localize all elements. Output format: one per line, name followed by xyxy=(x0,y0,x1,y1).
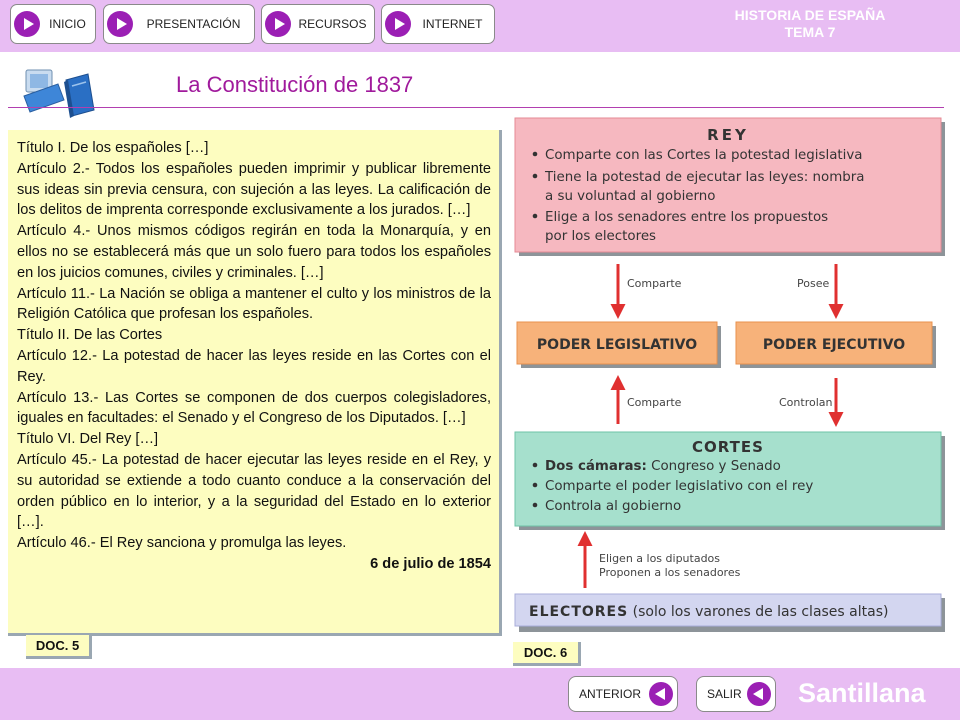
arrow-label-proponen: Proponen a los senadores xyxy=(599,566,741,579)
course-subject: HISTORIA DE ESPAÑA xyxy=(734,7,886,23)
nav-inicio-label: INICIO xyxy=(49,17,86,31)
text-paragraph: Artículo 11.- La Nación se obliga a mantener el culto y los ministros de la Religión Católica que profesan los españoles. xyxy=(17,285,491,323)
text-paragraph: Artículo 46.- El Rey sanciona y promulga las leyes. xyxy=(17,535,347,552)
cortes-item-text: Congreso y Senado xyxy=(646,459,781,474)
nav-presentacion-button[interactable] xyxy=(103,4,255,44)
text-paragraph: Título VI. Del Rey […] xyxy=(17,431,159,448)
rey-item: Tiene la potestad de ejecutar las leyes: nombra xyxy=(545,170,865,185)
poder-ejecutivo-box xyxy=(736,322,936,368)
electores-title: ELECTORES xyxy=(529,604,629,620)
arrow-label-posee: Posee xyxy=(797,277,830,290)
text-paragraph: Artículo 12.- La potestad de hacer las leyes reside en las Cortes con el Rey. xyxy=(17,347,491,385)
text-paragraph: Título I. De los españoles […] xyxy=(17,140,209,156)
bullet-icon xyxy=(533,152,538,157)
publisher-logo: Santillana xyxy=(798,678,926,708)
rey-item: Elige a los senadores entre los propuestos xyxy=(545,210,829,225)
computer-book-icon xyxy=(18,66,100,122)
anterior-label: ANTERIOR xyxy=(579,687,642,701)
doc-5-tag: DOC. 5 xyxy=(26,635,92,659)
text-paragraph: Artículo 4.- Unos mismos códigos regirán en toda la Monarquía, y en ellos no se establecerá más que un solo fuero para todos los españoles en los juicios comunes, civiles y criminales. […] xyxy=(17,223,491,281)
arrow-label-comparte-mid: Comparte xyxy=(627,396,682,409)
play-icon xyxy=(385,11,411,37)
electores-description: (solo los varones de las clases altas) xyxy=(628,604,889,620)
arrow-label-eligen: Eligen a los diputados xyxy=(599,552,721,565)
cortes-item-emphasis: Dos cámaras: xyxy=(545,459,647,474)
nav-recursos-label: RECURSOS xyxy=(298,17,367,31)
bullet-icon xyxy=(533,483,538,488)
play-icon xyxy=(265,11,291,37)
page-title: La Constitución de 1837 xyxy=(176,72,414,97)
cortes-item: Controla al gobierno xyxy=(545,499,682,514)
poder-legislativo-label: PODER LEGISLATIVO xyxy=(536,337,698,353)
electores-label xyxy=(529,604,888,620)
nav-recursos-button[interactable] xyxy=(261,4,375,44)
text-paragraph: Título II. De las Cortes xyxy=(17,327,163,344)
constitution-text-panel xyxy=(8,130,502,636)
bullet-icon xyxy=(533,214,538,219)
poder-ejecutivo-label: PODER EJECUTIVO xyxy=(762,337,906,353)
bullet-icon xyxy=(533,174,538,179)
nav-internet-label: INTERNET xyxy=(422,17,483,31)
rey-item: Comparte con las Cortes la potestad legislativa xyxy=(545,148,863,163)
electores-box xyxy=(515,594,945,632)
cortes-box xyxy=(515,432,945,530)
poder-legislativo-box xyxy=(517,322,721,368)
play-icon xyxy=(107,11,133,37)
arrow-label-comparte: Comparte xyxy=(627,277,682,290)
course-unit: TEMA 7 xyxy=(784,24,836,40)
nav-inicio-button[interactable] xyxy=(10,4,96,44)
text-paragraph: Artículo 2.- Todos los españoles pueden imprimir y publicar libremente sus ideas sin previa censura, con sujeción a las leyes. La calificación de los delitos de imprenta corresponde exclusivamente a los jurados. […] xyxy=(17,160,491,219)
nav-internet-button[interactable] xyxy=(381,4,495,44)
rey-title: REY xyxy=(707,126,749,144)
course-title xyxy=(690,7,930,41)
play-icon xyxy=(14,11,40,37)
bullet-icon xyxy=(533,463,538,468)
rey-box xyxy=(515,118,945,256)
salir-label: SALIR xyxy=(707,687,742,701)
doc-6-tag: DOC. 6 xyxy=(513,642,581,666)
rey-item-continued: a su voluntad al gobierno xyxy=(545,189,716,204)
arrow-label-controlan: Controlan xyxy=(779,396,833,409)
document-date: 6 de julio de 1854 xyxy=(370,555,491,572)
salir-button[interactable] xyxy=(696,676,776,712)
rey-item-continued: por los electores xyxy=(545,229,657,244)
bullet-icon xyxy=(533,503,538,508)
cortes-item: Comparte el poder legislativo con el rey xyxy=(545,479,814,494)
back-arrow-icon xyxy=(649,682,673,706)
anterior-button[interactable] xyxy=(568,676,678,712)
nav-presentacion-label: PRESENTACIÓN xyxy=(146,17,241,31)
text-paragraph: Artículo 45.- La potestad de hacer ejecutar las leyes reside en el Rey, y su autoridad se extiende a todo cuanto conduce a la conservación del orden público en lo interior, y a la seguridad del Estado en lo exterior […]. xyxy=(17,451,491,531)
cortes-title: CORTES xyxy=(692,438,764,456)
back-arrow-icon xyxy=(747,682,771,706)
cortes-item xyxy=(545,458,781,474)
text-paragraph: Artículo 13.- Las Cortes se componen de dos cuerpos colegisladores, iguales en facultades: el Senado y el Congreso de los Diputados. […] xyxy=(17,389,491,427)
title-divider xyxy=(8,107,944,108)
power-diagram xyxy=(505,112,955,632)
